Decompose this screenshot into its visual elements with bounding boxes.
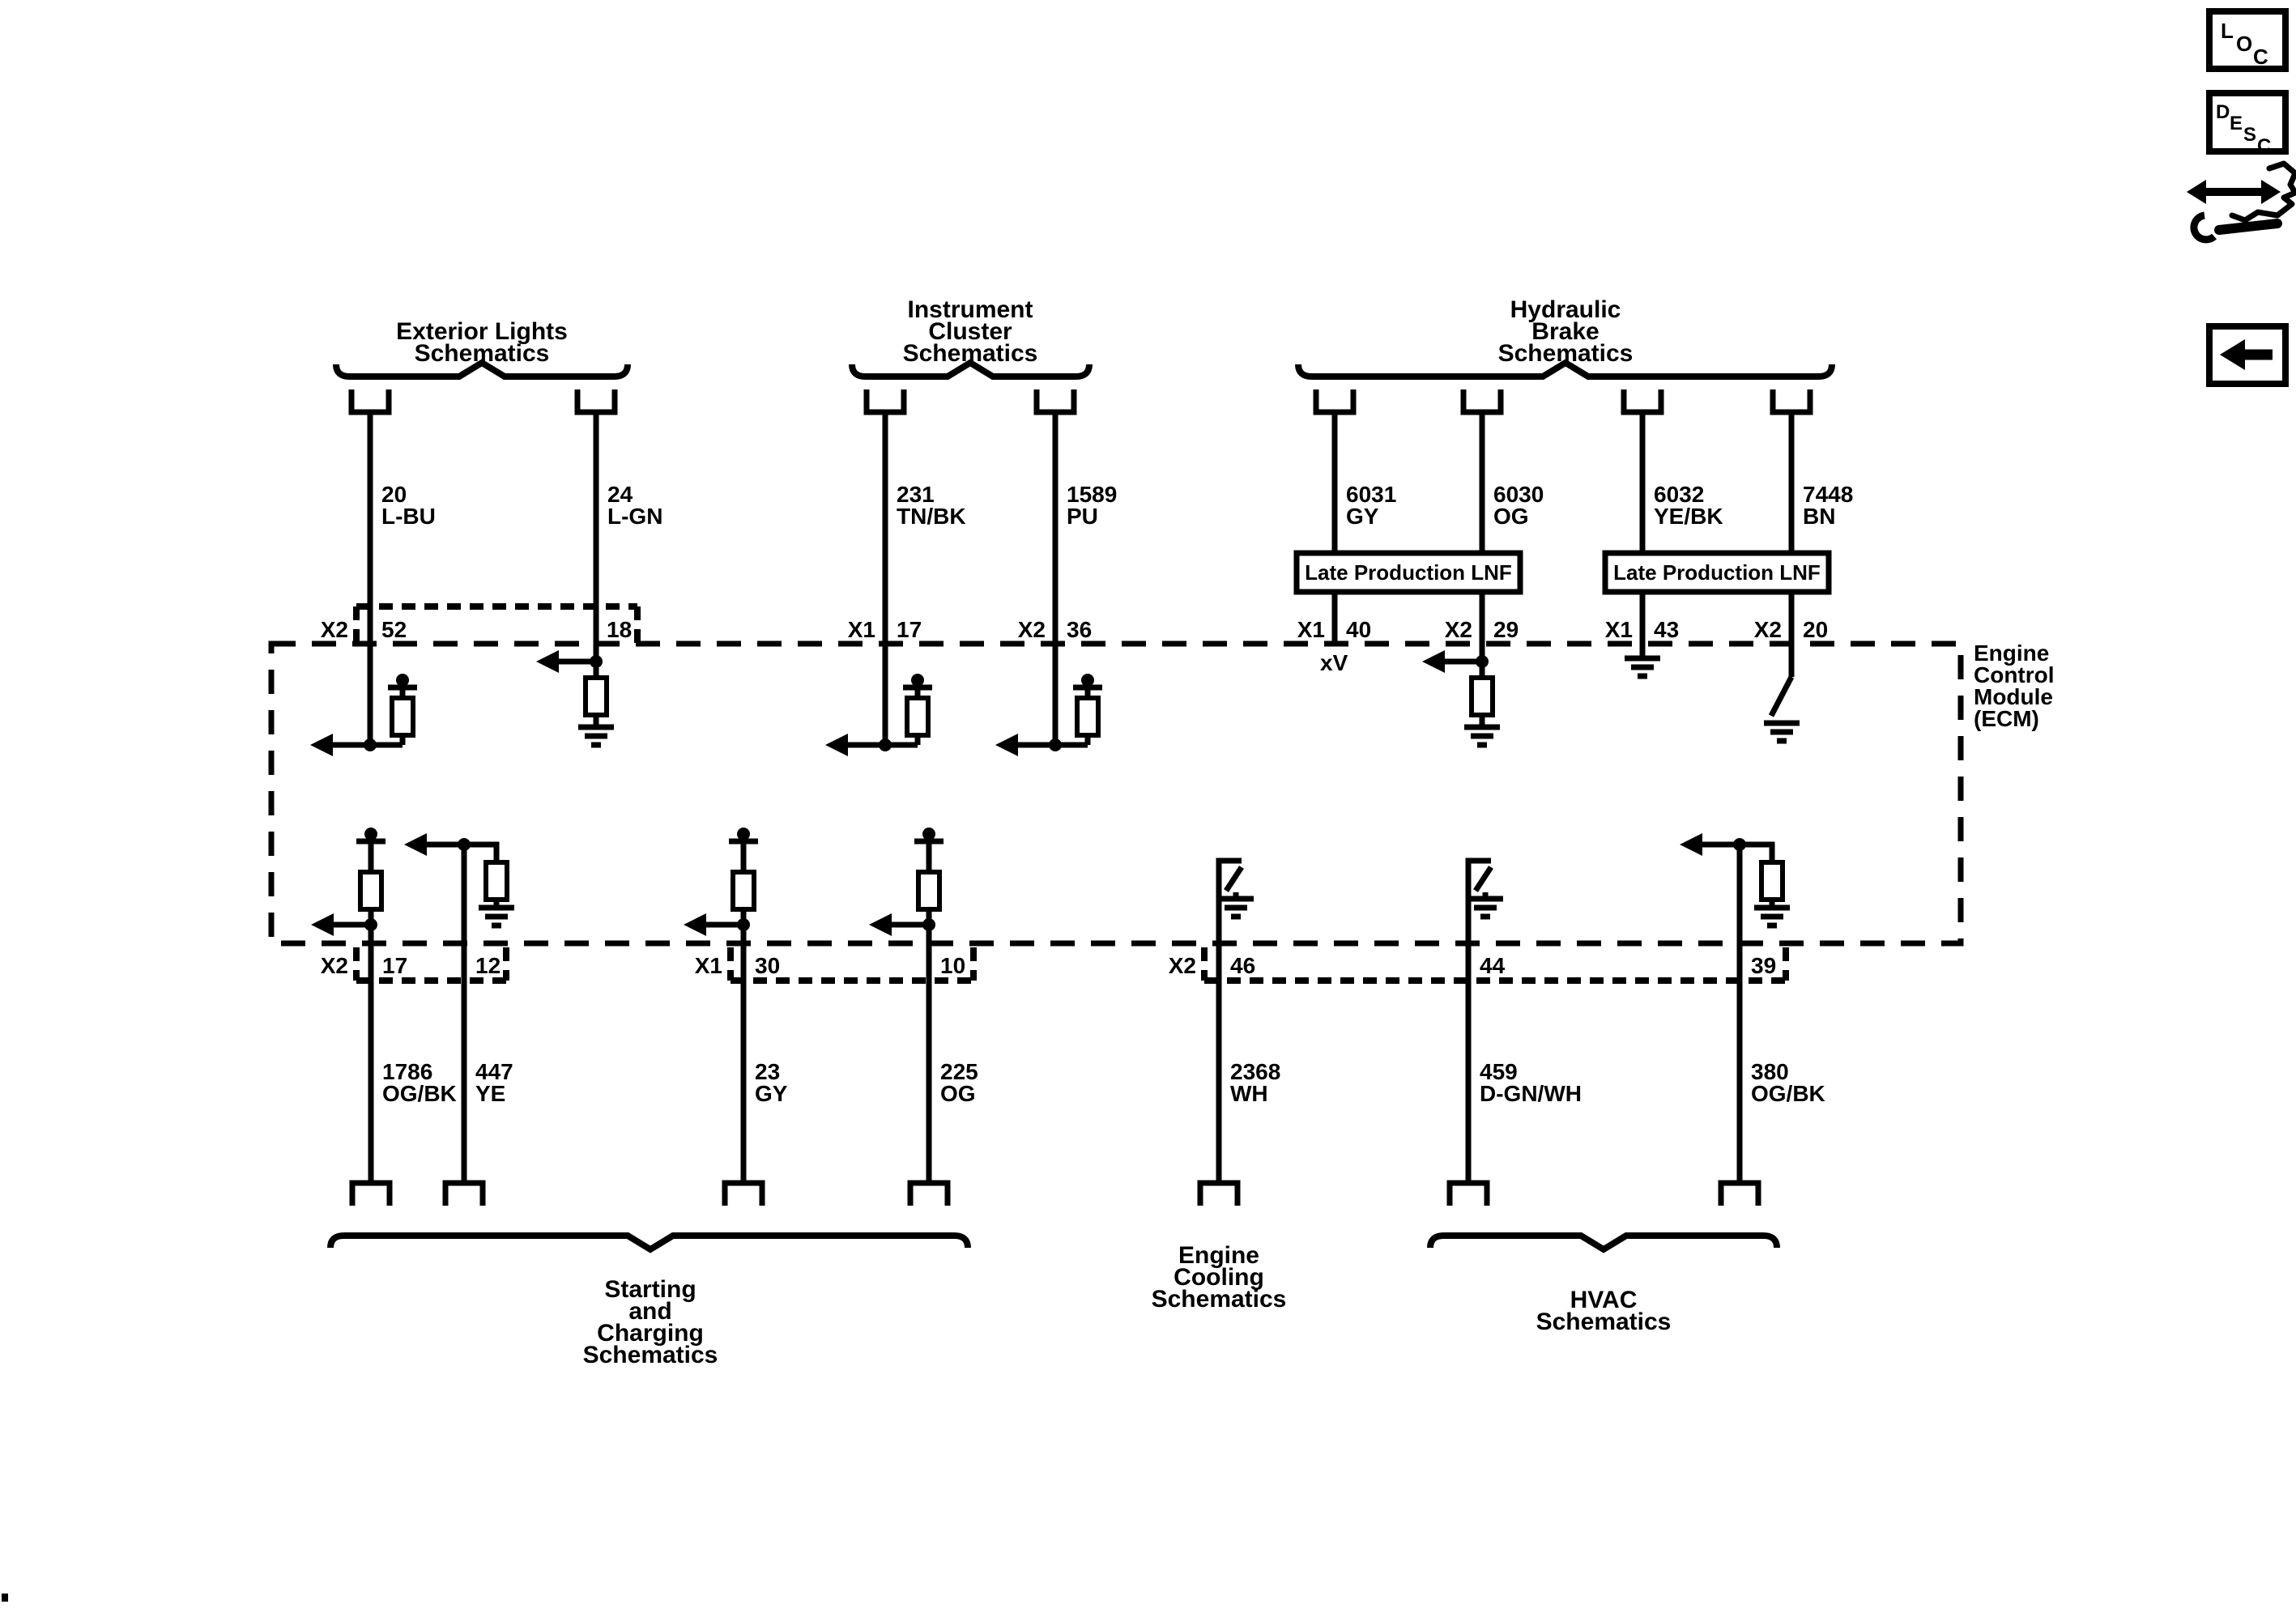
pin-labels-bottom [321, 953, 1776, 978]
junction-arrow-icon [404, 833, 471, 856]
brace-up-icon [1298, 363, 1832, 377]
connector-id: X1 [694, 953, 722, 978]
brace-up-icon [336, 363, 628, 377]
resistor-icon [586, 678, 607, 715]
wire-color: OG [1493, 504, 1529, 529]
ground-icon [1754, 908, 1790, 926]
wire-color: OG [940, 1081, 976, 1106]
wire-380-og-bk [1680, 833, 1825, 1183]
back-button[interactable] [2209, 326, 2285, 384]
section-hydraulic-brake [1298, 296, 1832, 377]
section-label: Hydraulic [1510, 296, 1621, 323]
section-exterior-lights [336, 318, 628, 377]
ecm-internal-pullup-pin17 [825, 674, 932, 756]
connector-icon [1721, 1183, 1758, 1206]
desc-letter: D [2216, 101, 2230, 123]
supply-tap-icon [729, 828, 758, 841]
wire-2368-wh [1218, 861, 1280, 1183]
connector-id: X1 [847, 617, 875, 642]
pin-number: 43 [1654, 617, 1680, 642]
resistor-icon [733, 872, 754, 909]
pin-number: 52 [381, 617, 407, 642]
circuit-number: 1589 [1067, 482, 1118, 507]
ground-icon [1464, 727, 1500, 745]
ecm-internal-pullup-pin52 [310, 674, 417, 756]
junction-arrow-icon [825, 734, 892, 756]
ground-icon [578, 727, 614, 745]
circuit-number: 459 [1480, 1059, 1518, 1084]
late-production-note-2 [1605, 553, 1829, 592]
connector-id: X2 [1017, 617, 1046, 642]
loc-letter: O [2236, 32, 2253, 56]
section-label: Schematics [414, 340, 550, 367]
section-label: Cluster [928, 318, 1012, 345]
wire-color: TN/BK [897, 504, 966, 529]
section-engine-cooling [1152, 1242, 1287, 1313]
ecm-boundary [271, 644, 1961, 943]
section-instrument-cluster [852, 296, 1089, 377]
resistor-icon [1077, 698, 1098, 735]
bottom-connector-symbols [352, 1183, 1758, 1206]
ground-icon [1764, 723, 1800, 741]
connector-icon [1450, 1183, 1487, 1206]
pin-number: 40 [1346, 617, 1372, 642]
wire-231-tn-bk [885, 412, 966, 745]
wire-color: WH [1230, 1081, 1268, 1106]
ground-icon [479, 908, 514, 926]
connector-icon [1200, 1183, 1237, 1206]
supply-tap-icon [914, 828, 944, 841]
wire-color: PU [1067, 504, 1098, 529]
connector-id: X2 [1444, 617, 1472, 642]
top-connector-symbols [351, 389, 1810, 412]
resistor-icon [486, 862, 507, 900]
junction-arrow-icon [869, 913, 935, 936]
ground-icon [1467, 899, 1503, 917]
ecm-label [1974, 640, 2055, 731]
section-hvac [1430, 1236, 1777, 1335]
circuit-number: 2368 [1230, 1059, 1281, 1084]
pin-number: 29 [1493, 617, 1519, 642]
circuit-number: 6030 [1493, 482, 1544, 507]
pin-number: 44 [1480, 953, 1506, 978]
supply-tap-icon [903, 674, 932, 687]
wire-color: OG/BK [1751, 1081, 1825, 1106]
circuit-number: 24 [607, 482, 633, 507]
resistor-icon [360, 872, 381, 909]
wire-6031-gy [1335, 412, 1396, 644]
section-label: Schematics [902, 340, 1038, 367]
circuit-number: 447 [475, 1059, 513, 1084]
late-production-note-1 [1297, 553, 1520, 592]
pin-number: 17 [382, 953, 408, 978]
voltage-label: xV [1320, 650, 1348, 675]
circuit-number: 6032 [1654, 482, 1705, 507]
connector-icon [445, 1183, 483, 1206]
section-label: and [628, 1298, 672, 1325]
section-label: Exterior Lights [396, 318, 568, 345]
pin-number: 12 [475, 953, 501, 978]
circuit-number: 231 [897, 482, 935, 507]
junction-arrow-icon [995, 734, 1062, 756]
pin-number: 17 [897, 617, 922, 642]
connector-icon [1463, 389, 1501, 412]
diagnostic-tool-icon[interactable] [2187, 164, 2295, 240]
pin-number: 20 [1803, 617, 1829, 642]
wire-color: OG/BK [382, 1081, 457, 1106]
svg-text:Engine: Engine [1974, 640, 2050, 666]
wire-1786-og-bk [311, 828, 457, 1183]
connector-id: X1 [1604, 617, 1633, 642]
wire-color: YE [475, 1081, 506, 1106]
connector-id: X2 [1168, 953, 1196, 978]
ground-icon [1218, 899, 1254, 917]
connector-icon [352, 1183, 390, 1206]
connector-id: X2 [1753, 617, 1782, 642]
resistor-icon [1472, 678, 1493, 715]
ecm-internal-switch-gnd-pin20 [1764, 677, 1800, 741]
ground-icon [1625, 658, 1660, 676]
section-label: Brake [1531, 318, 1600, 345]
connector-icon [910, 1183, 948, 1206]
pin-number: 10 [940, 953, 966, 978]
desc-letter: E [2230, 113, 2243, 134]
wire-color: GY [1346, 504, 1379, 529]
circuit-number: 380 [1751, 1059, 1789, 1084]
svg-text:(ECM): (ECM) [1974, 706, 2039, 731]
connector-icon [577, 389, 615, 412]
section-label: Schematics [1151, 1286, 1287, 1313]
desc-letter: C [2257, 135, 2272, 157]
loc-letter: L [2221, 19, 2234, 43]
note-label: Late Production LNF [1305, 560, 1512, 585]
section-label: Schematics [1497, 340, 1634, 367]
pin-labels-top [321, 617, 1828, 642]
circuit-number: 225 [940, 1059, 978, 1084]
circuit-number: 20 [381, 482, 407, 507]
connector-id: X2 [320, 953, 348, 978]
section-label: Schematics [582, 1342, 718, 1368]
connector-icon [1624, 389, 1661, 412]
page-corner-mark [2, 1594, 8, 1602]
wire-color: GY [755, 1081, 788, 1106]
wire-color: D-GN/WH [1480, 1081, 1582, 1106]
section-label: Charging [597, 1320, 704, 1347]
ecm-internal-voltage-pin40 [1320, 650, 1348, 675]
svg-text:Module: Module [1974, 684, 2053, 709]
supply-tap-icon [388, 674, 417, 687]
note-label: Late Production LNF [1613, 560, 1821, 585]
junction-arrow-icon [536, 650, 603, 673]
supply-tap-icon [1073, 674, 1102, 687]
wire-color: YE/BK [1654, 504, 1723, 529]
section-label: Starting [604, 1276, 696, 1303]
pin-number: 46 [1230, 953, 1256, 978]
junction-arrow-icon [310, 734, 377, 756]
section-starting-charging [330, 1236, 968, 1368]
junction-arrow-icon [684, 913, 750, 936]
circuit-number: 7448 [1803, 482, 1854, 507]
connector-icon [351, 389, 389, 412]
resistor-icon [1761, 862, 1783, 900]
pin-number: 18 [607, 617, 633, 642]
circuit-number: 1786 [382, 1059, 433, 1084]
brace-down-icon [1430, 1236, 1777, 1249]
junction-arrow-icon [1422, 650, 1489, 673]
wire-color: BN [1803, 504, 1836, 529]
connector-icon [1316, 389, 1353, 412]
connector-icon [725, 1183, 762, 1206]
ecm-internal-resistor-gnd-pin29 [1422, 650, 1500, 745]
section-label: HVAC [1570, 1287, 1638, 1313]
connector-icon [1773, 389, 1810, 412]
junction-arrow-icon [1680, 833, 1746, 856]
desc-button[interactable] [2209, 93, 2285, 157]
supply-tap-icon [356, 828, 386, 841]
section-label: Cooling [1174, 1264, 1264, 1291]
junction-arrow-icon [311, 913, 377, 936]
wire-color: L-BU [381, 504, 436, 529]
circuit-number: 6031 [1346, 482, 1397, 507]
ecm-internal-resistor-gnd-pin18 [536, 650, 614, 745]
ecm-internal-pullup-pin36 [995, 674, 1102, 756]
resistor-icon [918, 872, 939, 909]
loc-letter: C [2253, 45, 2268, 69]
connector-id: X1 [1297, 617, 1325, 642]
pin-number: 36 [1067, 617, 1093, 642]
pin-number: 39 [1751, 953, 1777, 978]
desc-letter: S [2243, 124, 2257, 146]
circuit-number: 23 [755, 1059, 781, 1084]
loc-button[interactable] [2209, 11, 2285, 69]
wire-447-ye [404, 833, 514, 1183]
brace-down-icon [330, 1236, 968, 1249]
ecm-internal-ground-pin43 [1625, 644, 1660, 676]
section-label: Schematics [1536, 1308, 1672, 1335]
connector-icon [1037, 389, 1074, 412]
brace-up-icon [852, 363, 1089, 377]
connector-id: X2 [320, 617, 348, 642]
wire-23-gy [684, 828, 788, 1183]
resistor-icon [907, 698, 928, 735]
pin-number: 30 [755, 953, 781, 978]
svg-text:Control: Control [1974, 662, 2055, 687]
section-label: Engine [1178, 1242, 1260, 1269]
wire-225-og [869, 828, 978, 1183]
wire-color: L-GN [607, 504, 663, 529]
connector-icon [867, 389, 904, 412]
resistor-icon [392, 698, 413, 735]
section-label: Instrument [907, 296, 1033, 323]
wire-459-d-gn-wh [1467, 861, 1582, 1183]
